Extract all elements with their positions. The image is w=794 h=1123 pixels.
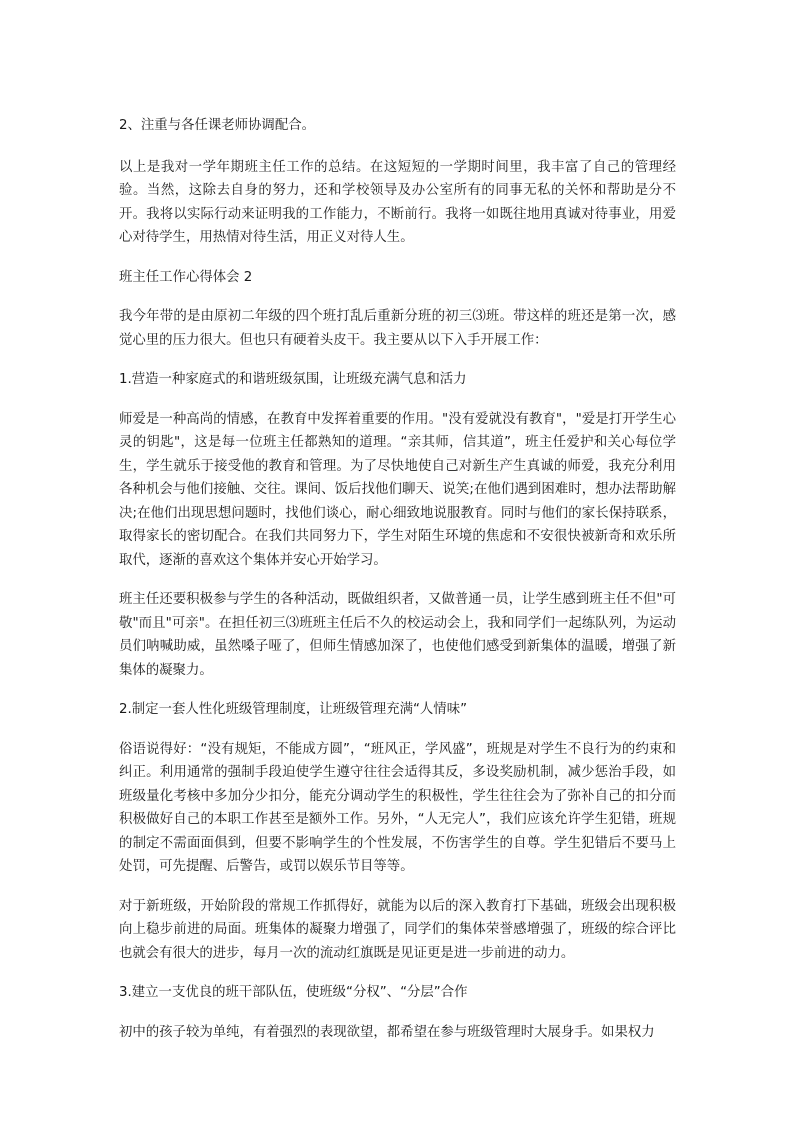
- section-item-2-heading: 2、注重与各任课老师协调配合。: [119, 118, 315, 133]
- article-title: 班主任工作心得体会 2: [119, 269, 253, 285]
- section-2-paragraph-1: 俗语说得好：“没有规矩，不能成方圆”，“班风正，学风盛”，班规是对学生不良行为的约束和纠正。利用通常的强制手段迫使学生遵守往往会适得其反，多设奖励机制，减少惩治手段，如班级量化考核中多加分少扣分，能充分调动学生的积极性，学生往往会为了弥补自己的扣分而积极做好自己的本职工作甚至是额外工作。另外，“人无完人”，我们应该允许学生犯错，班规的制定不需面面俱到，但要不影响学生的个性发展，不伤害学生的自尊。学生犯错后不要马上处罚，可先提醒、后警告，或罚以娱乐节目等等。: [119, 741, 676, 874]
- section-1-heading: 1.营造一种家庭式的和谐班级氛围，让班级充满气息和活力: [119, 372, 467, 387]
- section-2-paragraph-2: 对于新班级，开始阶段的常规工作抓得好，就能为以后的深入教育打下基础，班级会出现积极向上稳步前进的局面。班集体的凝聚力增强了，同学们的集体荣誉感增强了，班级的综合评比也就会有很大的进步，每月一次的流动红旗既是见证更是进一步前进的动力。: [119, 898, 676, 961]
- summary-paragraph: 以上是我对一学年期班主任工作的总结。在这短短的一学期时间里，我丰富了自己的管理经验。当然，这除去自身的努力，还和学校领导及办公室所有的同事无私的关怀和帮助是分不开。我将以实际行动来证明我的工作能力，不断前行。我将一如既往地用真诚对待事业，用爱心对待学生，用热情对待生活，用正义对待人生。: [119, 159, 676, 245]
- section-3-heading: 3.建立一支优良的班干部队伍，使班级“分权”、“分层”合作: [119, 985, 468, 1000]
- document-page: [119, 114, 676, 1044]
- section-1-paragraph-2: 班主任还要积极参与学生的各种活动，既做组织者，又做普通一员，让学生感到班主任不但"可敬"而且"可亲"。在担任初三⑶班班主任后不久的校运动会上，我和同学们一起练队列，为运动员们呐喊助威，虽然嗓子哑了，但师生情感加深了，也使他们感受到新集体的温暖，增强了新集体的凝聚力。: [119, 592, 676, 678]
- section-3-paragraph-1: 初中的孩子较为单纯，有着强烈的表现欲望，都希望在参与班级管理时大展身手。如果权力: [119, 1024, 655, 1040]
- section-1-paragraph-1: 师爱是一种高尚的情感，在教育中发挥着重要的作用。"没有爱就没有教育"，"爱是打开学生心灵的钥匙"，这是每一位班主任都熟知的道理。“亲其师，信其道”，班主任爱护和关心每位学生，学生就乐于接受他的教育和管理。为了尽快地使自己对新生产生真诚的师爱，我充分利用各种机会与他们接触、交往。课间、饭后找他们聊天、说笑;在他们遇到困难时，想办法帮助解决;在他们出现思想问题时，找他们谈心，耐心细致地说服教育。同时与他们的家长保持联系，取得家长的密切配合。在我们共同努力下，学生对陌生环境的焦虑和不安很快被新奇和欢乐所取代，逐渐的喜欢这个集体并安心开始学习。: [119, 411, 676, 568]
- section-2-heading: 2.制定一套人性化班级管理制度，让班级管理充满“人情味”: [119, 702, 468, 717]
- intro-paragraph: 我今年带的是由原初二年级的四个班打乱后重新分班的初三⑶班。带这样的班还是第一次，感觉心里的压力很大。但也只有硬着头皮干。我主要从以下入手开展工作：: [119, 309, 676, 348]
